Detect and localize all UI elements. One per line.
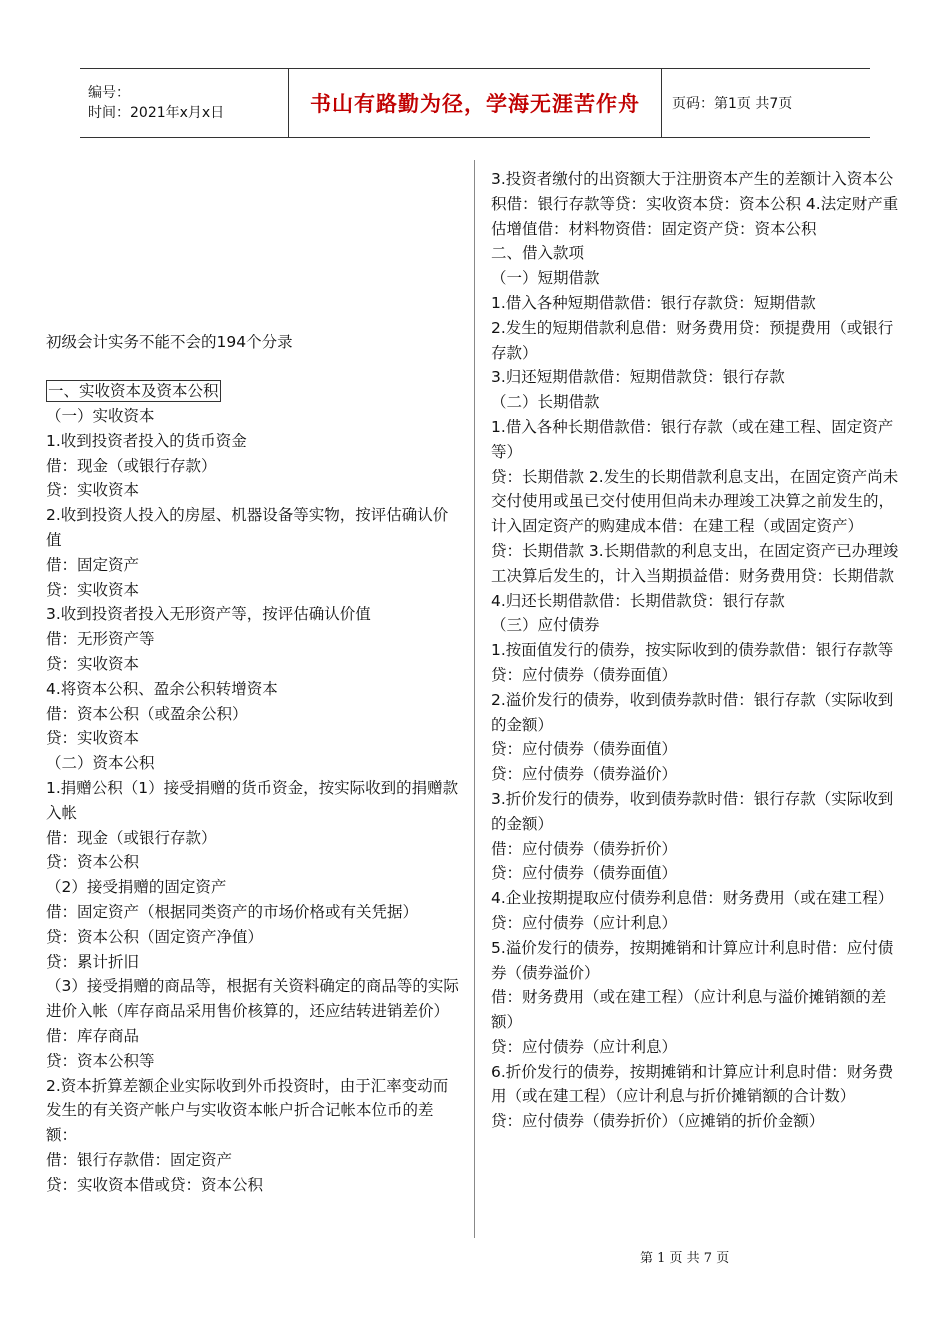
- entry-line: 贷：实收资本: [46, 729, 140, 748]
- entry-line: （一）短期借款: [491, 269, 600, 288]
- page-footer: [640, 1247, 729, 1266]
- entry-line: 贷：应付债券（债券折价）（应摊销的折价金额）: [491, 1112, 825, 1131]
- section-heading: 一、实收资本及资本公积: [48, 382, 219, 400]
- entry-line: （二）长期借款: [491, 393, 600, 412]
- entry-line: 贷：应付债券（债券面值）: [491, 864, 678, 883]
- entry-line: 1.按面值发行的债券，按实际收到的债券款借：银行存款等贷：应付债券（债券面值）: [491, 641, 894, 684]
- entry-line: 贷：应付债券（应计利息）: [491, 1037, 678, 1056]
- page-indicator: [662, 69, 870, 137]
- left-column: [46, 404, 462, 1198]
- document-title: [46, 330, 293, 403]
- right-column: [491, 167, 907, 1134]
- entry-line: 借：无形资产等: [46, 630, 155, 649]
- motto: [288, 69, 662, 137]
- entry-line: （2）接受捐赠的固定资产: [46, 878, 227, 897]
- entry-line: 贷：资本公积: [46, 853, 140, 872]
- entry-line: 贷：资本公积（固定资产净值）: [46, 927, 264, 946]
- entry-line: 3.投资者缴付的出资额大于注册资本产生的差额计入资本公积借：银行存款等贷：实收资本贷：资本公积 4.法定财产重估增值借：材料物资借：固定资产贷：资本公积: [491, 170, 899, 238]
- entry-line: 3.收到投资者投入无形资产等，按评估确认价值: [46, 605, 371, 624]
- entry-line: 借：资本公积（或盈余公积）: [46, 704, 248, 723]
- page-header: [80, 68, 870, 138]
- entry-line: （三）应付债券: [491, 616, 600, 635]
- page-label: 页码：第1页 共7页: [672, 96, 793, 112]
- footer-text: 第 1 页 共 7 页: [640, 1251, 730, 1266]
- entry-line: 贷：资本公积等: [46, 1051, 155, 1070]
- entry-line: 贷：长期借款 2.发生的长期借款利息支出，在固定资产尚未交付使用或虽已交付使用但尚未办理竣工决算之前发生的，计入固定资产的购建成本借：在建工程（或固定资产）: [491, 467, 899, 536]
- entry-line: 1.借入各种长期借款借：银行存款（或在建工程、固定资产等）: [491, 417, 894, 461]
- entry-line: 1.收到投资者投入的货币资金: [46, 431, 247, 450]
- entry-line: （二）资本公积: [46, 754, 155, 773]
- date-label: 时间：2021年x月x日: [88, 105, 225, 121]
- entry-line: 贷：长期借款 3.长期借款的利息支出，在固定资产已办理竣工决算后发生的，计入当期损益借：财务费用贷：长期借款 4.归还长期借款借：长期借款贷：银行存款: [491, 541, 899, 610]
- entry-line: 贷：实收资本: [46, 580, 140, 599]
- header-meta: [80, 69, 288, 137]
- entry-line: 2.溢价发行的债券，收到债券款时借：银行存款（实际收到的金额）: [491, 690, 894, 734]
- entry-line: 借：固定资产: [46, 555, 140, 574]
- entry-line: 2.资本折算差额企业实际收到外币投资时，由于汇率变动而发生的有关资产帐户与实收资本帐户折合记帐本位币的差额：: [46, 1076, 449, 1145]
- entry-line: 借：库存商品: [46, 1026, 140, 1045]
- title-text: 初级会计实务不能不会的194个分录: [46, 333, 293, 351]
- entry-line: 借：现金（或银行存款）: [46, 456, 217, 475]
- entry-line: 6.折价发行的债券，按期摊销和计算应计利息时借：财务费用（或在建工程）（应计利息与折价摊销额的合计数）: [491, 1062, 894, 1106]
- entry-line: 1.借入各种短期借款借：银行存款贷：短期借款: [491, 293, 816, 312]
- entry-line: 贷：应付债券（债券面值）: [491, 740, 678, 759]
- column-divider: [474, 160, 475, 1238]
- entry-line: 4.企业按期提取应付债券利息借：财务费用（或在建工程）: [491, 889, 894, 908]
- entry-line: 5.溢价发行的债券，按期摊销和计算应计利息时借：应付债券（债券溢价）: [491, 938, 894, 982]
- entry-line: 二、借入款项: [491, 244, 585, 263]
- entry-line: 3.折价发行的债券，收到债券款时借：银行存款（实际收到的金额）: [491, 789, 894, 833]
- entry-line: 贷：实收资本: [46, 654, 140, 673]
- entry-line: 借：固定资产（根据同类资产的市场价格或有关凭据）: [46, 902, 419, 921]
- entry-line: 借：现金（或银行存款）: [46, 828, 217, 847]
- number-label: 编号：: [88, 85, 130, 101]
- entry-line: （一）实收资本: [46, 407, 155, 425]
- entry-line: 2.发生的短期借款利息借：财务费用贷：预提费用（或银行存款）: [491, 318, 894, 362]
- entry-line: 贷：应付债券（债券溢价）: [491, 765, 678, 784]
- entry-line: 借：银行存款借：固定资产: [46, 1150, 233, 1169]
- entry-line: 贷：应付债券（应计利息）: [491, 913, 678, 932]
- entry-line: 1.捐赠公积（1）接受捐赠的货币资金，按实际收到的捐赠款入帐: [46, 778, 459, 822]
- entry-line: 4.将资本公积、盈余公积转增资本: [46, 679, 278, 698]
- entry-line: 2.收到投资人投入的房屋、机器设备等实物，按评估确认价值: [46, 506, 449, 549]
- entry-line: 借：财务费用（或在建工程）（应计利息与溢价摊销额的差额）: [491, 988, 887, 1032]
- entry-line: 贷：实收资本: [46, 481, 140, 500]
- entry-line: 贷：累计折旧: [46, 952, 140, 971]
- entry-line: 3.归还短期借款借：短期借款贷：银行存款: [491, 368, 785, 387]
- entry-line: （3）接受捐赠的商品等，根据有关资料确定的商品等的实际进价入帐（库存商品采用售价核算的，还应结转进销差价）: [46, 977, 459, 1021]
- motto-text: 书山有路勤为径，学海无涯苦作舟: [310, 92, 640, 116]
- entry-line: 贷：实收资本借或贷：资本公积: [46, 1175, 264, 1194]
- entry-line: 借：应付债券（债券折价）: [491, 839, 678, 858]
